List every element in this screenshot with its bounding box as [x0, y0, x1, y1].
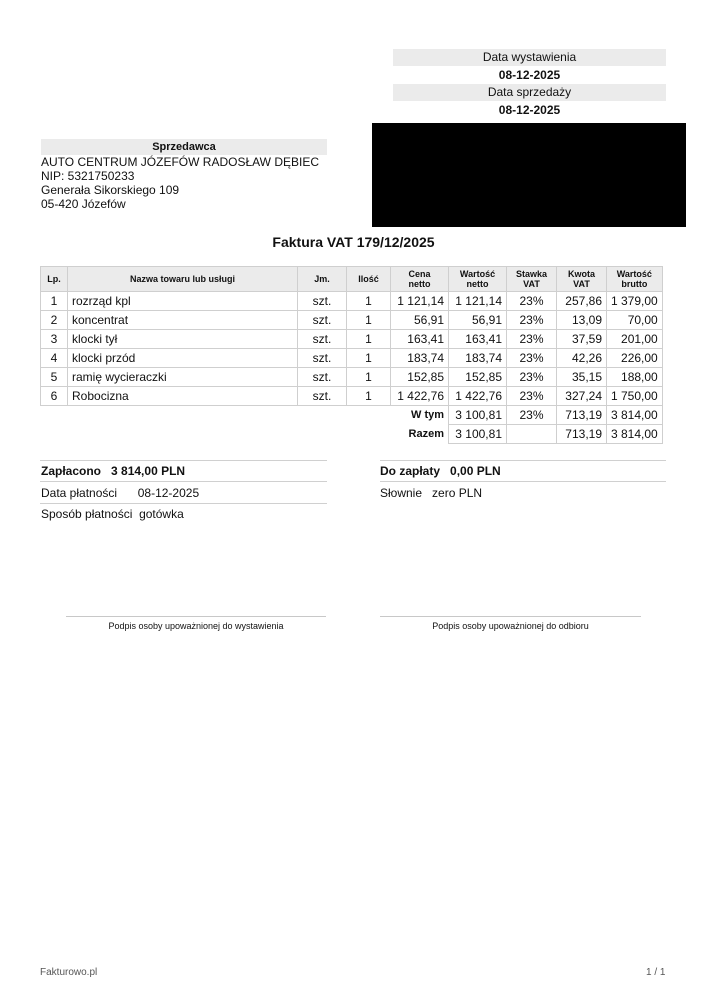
payment-method-value: gotówka [139, 507, 184, 521]
row-unit: szt. [298, 330, 347, 349]
row-rate: 23% [507, 349, 557, 368]
footer-brand: Fakturowo.pl [40, 967, 98, 978]
row-gross: 1 750,00 [607, 387, 663, 406]
signature-receiver-caption: Podpis osoby upoważnionej do odbioru [432, 621, 589, 631]
page-number: 1 / 1 [646, 967, 666, 978]
row-rate: 23% [507, 330, 557, 349]
row-net: 163,41 [449, 330, 507, 349]
table-row [41, 387, 663, 406]
subtotal-label: W tym [411, 409, 444, 422]
row-gross: 70,00 [607, 311, 663, 330]
row-qty: 1 [347, 311, 391, 330]
table-row [41, 330, 663, 349]
table-row [41, 292, 663, 311]
issue-date-label: Data wystawienia [393, 49, 666, 66]
col-gross: Wartość brutto [607, 267, 663, 292]
row-rate: 23% [507, 368, 557, 387]
issue-date-value: 08-12-2025 [498, 68, 561, 82]
row-unit: szt. [298, 387, 347, 406]
row-vat: 35,15 [557, 368, 607, 387]
items-table [40, 266, 663, 444]
row-unit: szt. [298, 292, 347, 311]
col-unit: Jm. [298, 267, 347, 292]
divider [40, 460, 327, 461]
paid-value: 3 814,00 PLN [111, 464, 186, 478]
subtotal-rate: 23% [507, 406, 557, 425]
divider [40, 481, 327, 482]
signature-line-issuer [66, 616, 326, 617]
row-qty: 1 [347, 387, 391, 406]
row-unit: szt. [298, 349, 347, 368]
signature-line-receiver [380, 616, 641, 617]
table-row [41, 311, 663, 330]
row-net: 56,91 [449, 311, 507, 330]
row-lp: 6 [41, 387, 68, 406]
seller-name: AUTO CENTRUM JÓZEFÓW RADOSŁAW DĘBIEC [41, 155, 320, 169]
row-vat: 42,26 [557, 349, 607, 368]
in-words-value: zero PLN [432, 486, 483, 500]
row-unit: szt. [298, 311, 347, 330]
row-name: rozrząd kpl [68, 292, 298, 311]
row-rate: 23% [507, 387, 557, 406]
row-lp: 4 [41, 349, 68, 368]
col-qty: Ilość [347, 267, 391, 292]
total-row [41, 425, 663, 444]
row-qty: 1 [347, 330, 391, 349]
row-qty: 1 [347, 349, 391, 368]
row-qty: 1 [347, 292, 391, 311]
row-price: 152,85 [391, 368, 449, 387]
col-net: Wartość netto [449, 267, 507, 292]
table-header-row [41, 267, 663, 292]
row-net: 1 121,14 [449, 292, 507, 311]
signature-issuer-caption: Podpis osoby upoważnionej do wystawienia [108, 621, 284, 631]
row-name: klocki przód [68, 349, 298, 368]
total-gross: 3 814,00 [607, 425, 663, 444]
row-unit: szt. [298, 368, 347, 387]
row-price: 1 121,14 [391, 292, 449, 311]
seller-block [41, 139, 327, 211]
col-price: Cena netto [391, 267, 449, 292]
total-label: Razem [408, 428, 444, 440]
row-gross: 201,00 [607, 330, 663, 349]
total-net: 3 100,81 [449, 425, 507, 444]
subtotal-vat: 713,19 [557, 406, 607, 425]
table-row [41, 349, 663, 368]
table-row [41, 368, 663, 387]
seller-city: 05-420 Józefów [41, 197, 126, 211]
total-vat: 713,19 [557, 425, 607, 444]
col-vat: Kwota VAT [557, 267, 607, 292]
seller-header: Sprzedawca [41, 139, 327, 155]
invoice-dates [393, 49, 666, 119]
in-words-line [380, 486, 482, 500]
row-net: 152,85 [449, 368, 507, 387]
sale-date-value: 08-12-2025 [498, 103, 561, 117]
row-lp: 1 [41, 292, 68, 311]
due-value: 0,00 PLN [450, 464, 501, 478]
redacted-buyer-block [372, 123, 686, 227]
col-name: Nazwa towaru lub usługi [68, 267, 298, 292]
subtotal-gross: 3 814,00 [607, 406, 663, 425]
row-name: ramię wycieraczki [68, 368, 298, 387]
row-lp: 3 [41, 330, 68, 349]
payment-date-value: 08-12-2025 [137, 486, 200, 500]
row-rate: 23% [507, 292, 557, 311]
row-vat: 37,59 [557, 330, 607, 349]
payment-date-label: Data płatności [41, 486, 118, 500]
row-name: klocki tył [68, 330, 298, 349]
payment-method-line [41, 507, 184, 521]
col-rate: Stawka VAT [507, 267, 557, 292]
row-price: 56,91 [391, 311, 449, 330]
due-line [380, 464, 501, 478]
row-vat: 13,09 [557, 311, 607, 330]
payment-date-line [41, 486, 199, 500]
col-lp: Lp. [41, 267, 68, 292]
row-net: 183,74 [449, 349, 507, 368]
row-gross: 226,00 [607, 349, 663, 368]
row-vat: 327,24 [557, 387, 607, 406]
row-rate: 23% [507, 311, 557, 330]
row-gross: 188,00 [607, 368, 663, 387]
divider [380, 460, 666, 461]
row-price: 183,74 [391, 349, 449, 368]
row-name: Robocizna [68, 387, 298, 406]
seller-street: Generała Sikorskiego 109 [41, 183, 180, 197]
seller-nip: NIP: 5321750233 [41, 169, 135, 183]
due-label: Do zapłaty [380, 464, 441, 478]
row-price: 163,41 [391, 330, 449, 349]
subtotal-row [41, 406, 663, 425]
payment-method-label: Sposób płatności [41, 507, 133, 521]
divider [380, 481, 666, 482]
row-name: koncentrat [68, 311, 298, 330]
row-vat: 257,86 [557, 292, 607, 311]
row-price: 1 422,76 [391, 387, 449, 406]
total-rate [507, 425, 557, 444]
in-words-label: Słownie [380, 486, 423, 500]
sale-date-label: Data sprzedaży [393, 84, 666, 101]
paid-label: Zapłacono [41, 464, 102, 478]
row-lp: 5 [41, 368, 68, 387]
divider [40, 503, 327, 504]
row-gross: 1 379,00 [607, 292, 663, 311]
row-net: 1 422,76 [449, 387, 507, 406]
subtotal-net: 3 100,81 [449, 406, 507, 425]
invoice-title: Faktura VAT 179/12/2025 [272, 234, 435, 250]
paid-line [41, 464, 185, 478]
row-lp: 2 [41, 311, 68, 330]
row-qty: 1 [347, 368, 391, 387]
